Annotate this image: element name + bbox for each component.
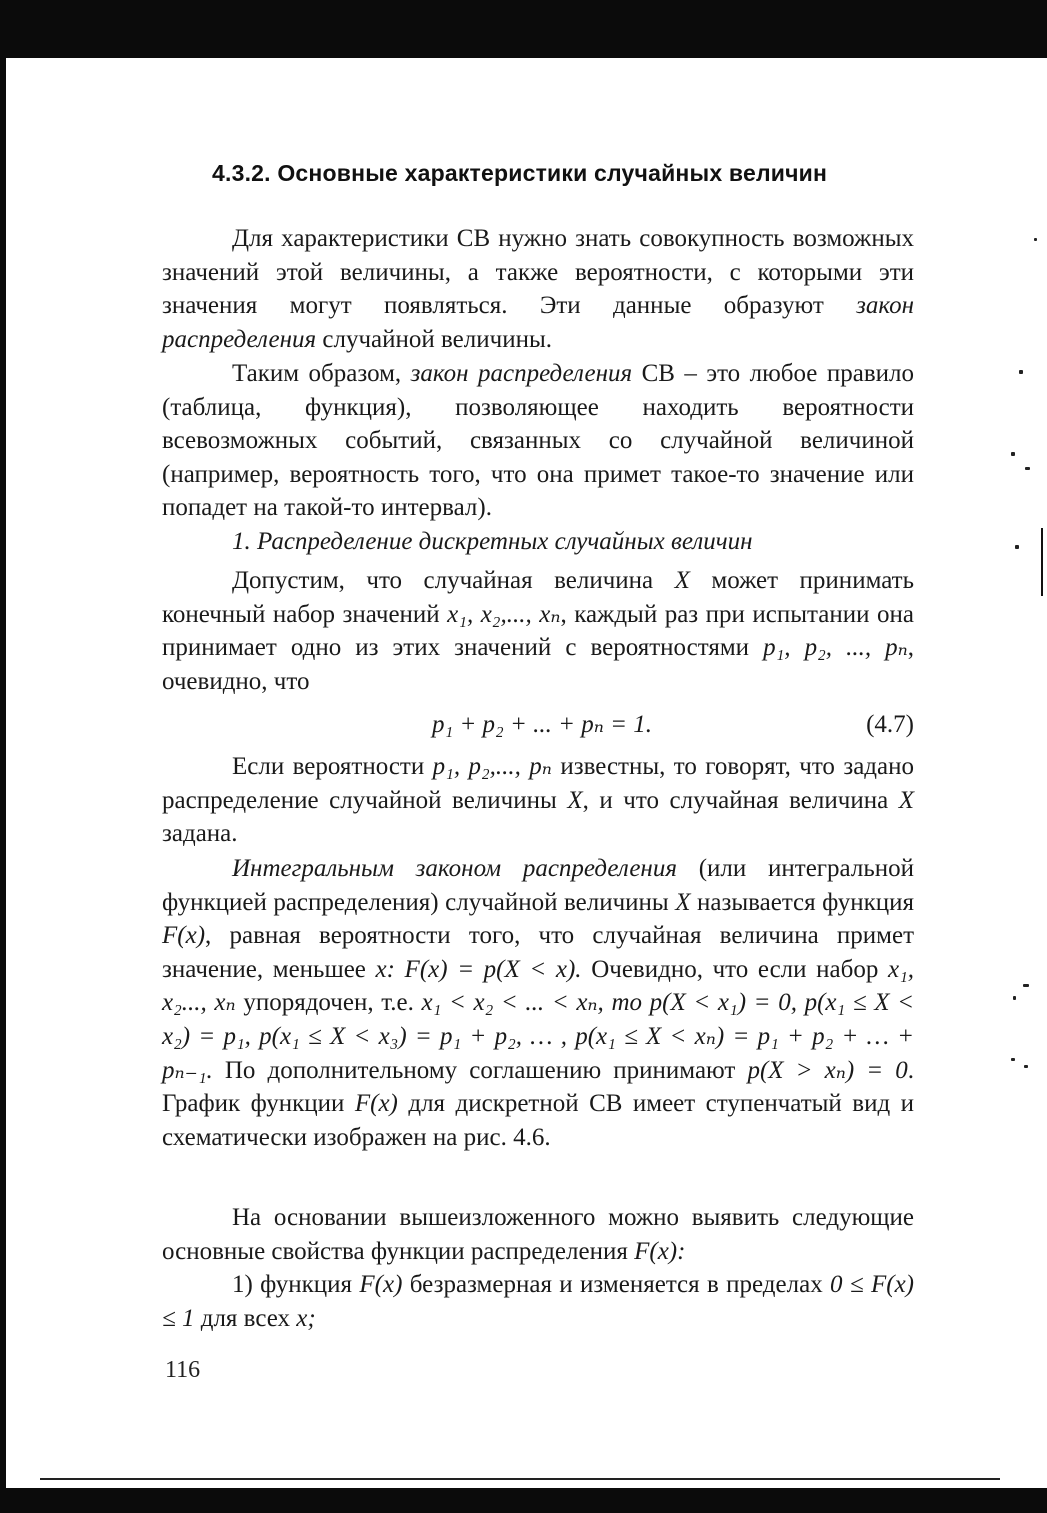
text: Таким образом, bbox=[232, 360, 411, 387]
math-Fx: F(x): bbox=[634, 1237, 686, 1265]
text: для всех bbox=[194, 1304, 297, 1332]
scan-speck bbox=[1011, 1058, 1015, 1061]
scan-speck bbox=[1034, 238, 1037, 241]
text: называется функция bbox=[690, 888, 914, 916]
text: Для характеристики СВ нужно знать совокупность возможных значений этой величины, а также вероятности, с которыми эти значения могут появляться. Эти данные образуют bbox=[162, 225, 914, 320]
text: случайной величины. bbox=[316, 325, 553, 353]
page-number: 116 bbox=[165, 1357, 201, 1383]
math-Fx: F(x) bbox=[359, 1271, 403, 1298]
scan-speck bbox=[1024, 1065, 1028, 1068]
subsection-heading: 1. Распределение дискретных случайных величин bbox=[232, 528, 753, 555]
math-upper-limit: p(X > xₙ) = 0 bbox=[747, 1056, 908, 1084]
text: Очевидно, что если набор bbox=[591, 955, 888, 983]
text: 1) функция bbox=[232, 1271, 360, 1298]
scan-margin-mark bbox=[1041, 528, 1043, 596]
scan-speck bbox=[1013, 996, 1016, 1000]
scan-speck bbox=[1011, 452, 1015, 456]
text: известны, то говорят, что задано распределение случайной величины bbox=[162, 753, 914, 814]
math-Fx: F(x) bbox=[354, 1090, 398, 1118]
section-title: 4.3.2. Основные характеристики случайных величин bbox=[212, 160, 828, 186]
math-X: X bbox=[898, 786, 914, 814]
math-values: x₁, x₂..., xₙ bbox=[162, 955, 915, 1017]
paragraph-known bbox=[162, 750, 914, 851]
scan-border-bottom bbox=[0, 1488, 1047, 1513]
scan-speck bbox=[1025, 467, 1030, 470]
scan-speck bbox=[1015, 545, 1019, 549]
formula-number: (4.7) bbox=[866, 711, 914, 738]
text: , очевидно, что bbox=[162, 634, 915, 695]
math-X: X bbox=[567, 786, 583, 814]
paragraph-definition bbox=[162, 357, 914, 525]
text: , и что случайная величина bbox=[582, 786, 899, 814]
paragraph-property-1 bbox=[162, 1268, 914, 1335]
math-Fx: F(x) bbox=[162, 922, 206, 950]
scan-speck bbox=[1019, 370, 1023, 374]
text: На основании вышеизложенного можно выявить следующие основные свойства функции распределения bbox=[162, 1204, 914, 1265]
scan-border-top bbox=[0, 0, 1047, 58]
text: может принимать конечный набор значений bbox=[162, 567, 914, 628]
text: По дополнительному соглашению принимают bbox=[224, 1056, 748, 1084]
scan-speck bbox=[1023, 984, 1029, 987]
text: , каждый раз при испытании она принимает одно из этих значений с вероятностями bbox=[162, 600, 914, 662]
text: (или интегральной функцией распределения) случайной величины bbox=[162, 855, 915, 916]
math-X: X bbox=[675, 888, 691, 916]
paragraph-discrete bbox=[162, 564, 914, 698]
math-x: x; bbox=[296, 1304, 316, 1332]
text: упорядочен, т.е. bbox=[235, 989, 422, 1017]
math-X: X bbox=[674, 567, 690, 594]
math-probabilities: p₁, p₂, ..., pₙ bbox=[763, 634, 908, 662]
math-ordering: x₁ < x₂ < ... < xₙ, то p(X < x₁) = 0, p(x₁ ≤ X < x₂) = p₁, p(x₁ ≤ X < x₃) = p₁ + p₂, … , p(x₁ ≤ X < xₙ) = p₁ + p₂ + … + pₙ₋₁. bbox=[162, 989, 915, 1084]
text: безразмерная и изменяется в пределах bbox=[402, 1271, 831, 1298]
scan-bottom-rule bbox=[40, 1478, 1000, 1480]
text: для дискретной СВ имеет ступенчатый вид и схематически изображен на рис. 4.6. bbox=[162, 1090, 915, 1151]
text: , равная вероятности того, что случайная величина примет значение, меньшее bbox=[162, 922, 914, 983]
math-range: 0 ≤ F(x) ≤ 1 bbox=[162, 1271, 914, 1332]
text: . График функции bbox=[162, 1056, 914, 1118]
formula-text: p₁ + p₂ + ... + pₙ = 1. bbox=[432, 711, 652, 738]
text: Допустим, что случайная величина bbox=[232, 567, 675, 594]
formula-4-7 bbox=[162, 708, 914, 741]
math-values: x₁, x₂,..., xₙ bbox=[447, 600, 561, 628]
text: задана. bbox=[162, 820, 238, 848]
scan-border-left bbox=[0, 58, 6, 1488]
paragraph-integral bbox=[162, 852, 914, 1154]
term-distribution-law: закон распределения bbox=[410, 360, 633, 387]
paragraph-properties bbox=[162, 1201, 914, 1268]
math-probabilities: p₁, p₂,..., pₙ bbox=[432, 753, 552, 780]
term-integral-law: Интегральным законом распределения bbox=[232, 855, 677, 882]
paragraph-intro bbox=[162, 222, 914, 356]
text: СВ – это любое правило (таблица, функция), позволяющее находить вероятности всевозможных событий, связанных со случайной величиной (например, вероятность того, что она примет такое-то значение или попадет на такой-то интервал). bbox=[162, 360, 914, 522]
text: Если вероятности bbox=[232, 753, 433, 780]
term-distribution-law: закон распределения bbox=[162, 292, 914, 353]
math-definition: x: F(x) = p(X < x). bbox=[375, 955, 592, 983]
